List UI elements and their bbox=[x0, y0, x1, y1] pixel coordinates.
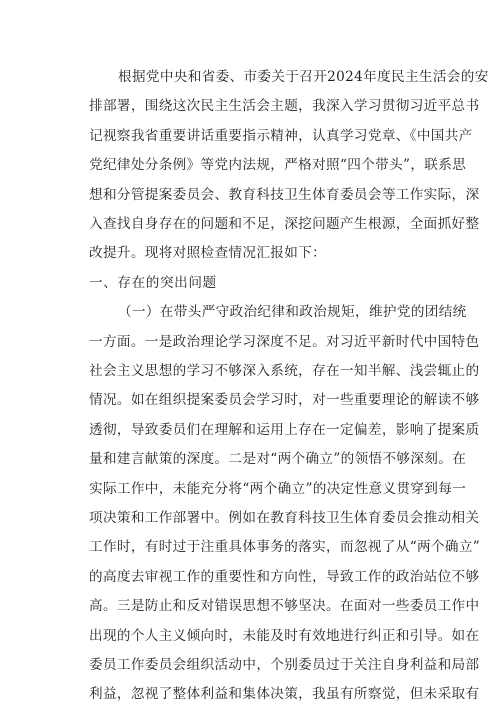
section-heading: 一、存在的突出问题 bbox=[89, 274, 217, 291]
paragraph-line: 透彻，导致委员们在理解和运用上存在一定偏差，影响了提案质 bbox=[89, 421, 480, 438]
paragraph-line: 委员工作委员会组织活动中，个别委员过于关注自身利益和局部 bbox=[89, 657, 480, 673]
paragraph-line: 工作时，有时过于注重具体事务的落实，而忽视了从“两个确立” bbox=[89, 539, 481, 556]
paragraph-line: 情况。如在组织提案委员会学习时，对一些重要理论的解读不够 bbox=[89, 392, 480, 409]
paragraph-line: 入查找自身存在的问题和不足，深挖问题产生根源，全面抓好整 bbox=[89, 216, 480, 232]
paragraph-line: 出现的个人主义倾向时，未能及时有效地进行纠正和引导。如在 bbox=[89, 627, 480, 644]
paragraph-line: 想和分管提案委员会、教育科技卫生体育委员会等工作实际，深 bbox=[89, 186, 480, 203]
paragraph-line: 根据党中央和省委、市委关于召开2024年度民主生活会的安 bbox=[118, 69, 489, 85]
paragraph-line: 社会主义思想的学习不够深入系统，存在一知半解、浅尝辄止的 bbox=[89, 363, 480, 379]
paragraph-line: 量和建言献策的深度。二是对“两个确立”的领悟不够深刻。在 bbox=[89, 451, 467, 468]
paragraph-line: 排部署，围绕这次民主生活会主题，我深入学习贯彻习近平总书 bbox=[89, 98, 480, 115]
paragraph-line: 改提升。现将对照检查情况汇报如下： bbox=[89, 245, 327, 262]
paragraph-line: 项决策和工作部署中。例如在教育科技卫生体育委员会推动相关 bbox=[89, 510, 480, 526]
paragraph-line: 实际工作中，未能充分将“两个确立”的决定性意义贯穿到每一 bbox=[89, 480, 467, 497]
paragraph-line: 高。三是防止和反对错误思想不够坚决。在面对一些委员工作中 bbox=[89, 598, 480, 615]
paragraph-line: 利益，忽视了整体利益和集体决策，我虽有所察觉，但未采取有 bbox=[89, 686, 480, 703]
paragraph-line: 记视察我省重要讲话重要指示精神，认真学习党章、《中国共产 bbox=[89, 127, 473, 144]
paragraph-line: 党纪律处分条例》等党内法规，严格对照“四个带头”，联系思 bbox=[89, 157, 467, 174]
paragraph-line: （一）在带头严守政治纪律和政治规矩，维护党的团结统 bbox=[118, 304, 467, 321]
paragraph-line: 的高度去审视工作的重要性和方向性，导致工作的政治站位不够 bbox=[89, 568, 480, 585]
paragraph-line: 一方面。一是政治理论学习深度不足。对习近平新时代中国特色 bbox=[89, 333, 480, 350]
